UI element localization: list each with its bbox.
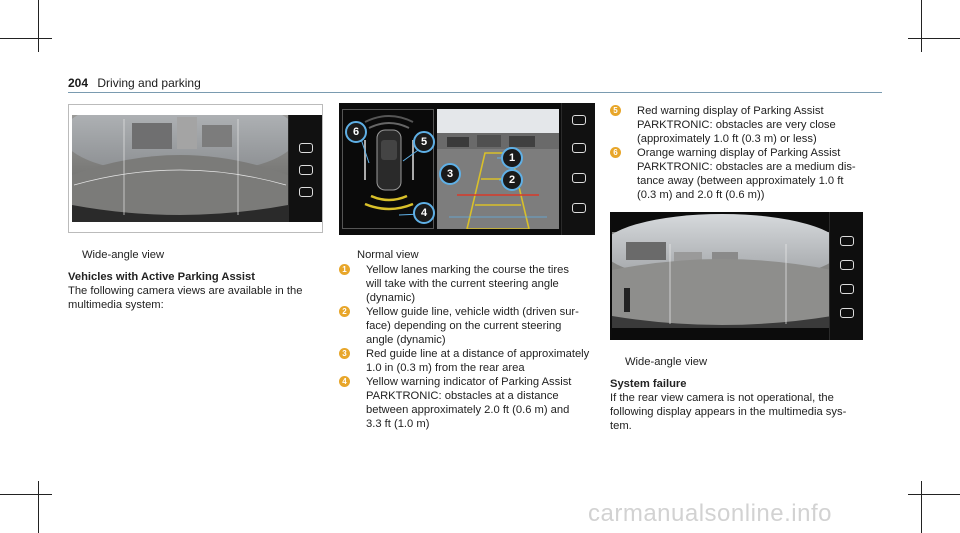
crop-mark xyxy=(921,481,922,533)
list-item xyxy=(339,347,609,375)
list-item xyxy=(339,305,609,347)
item-line: 1.0 in (0.3 m) from the rear area xyxy=(366,362,525,374)
camera-image xyxy=(72,115,322,222)
car-top-icon xyxy=(840,260,854,270)
callout-overlay xyxy=(339,103,595,235)
right-body-line: following display appears in the multimedia sys- xyxy=(610,406,847,418)
normal-view-screen xyxy=(339,103,595,235)
callout-1: 1 xyxy=(501,147,523,169)
right-legend-list xyxy=(610,104,880,202)
list-item xyxy=(610,146,880,202)
callout-6: 6 xyxy=(345,121,367,143)
crop-mark xyxy=(38,481,39,533)
list-item xyxy=(610,104,880,146)
crop-mark xyxy=(908,494,960,495)
right-body-line: If the rear view camera is not operational, the xyxy=(610,392,834,404)
left-body-line: multimedia system: xyxy=(68,299,164,311)
item-line: Orange warning display of Parking Assist xyxy=(637,147,841,159)
page-number: 204 xyxy=(68,76,89,90)
right-image-caption: Wide-angle view xyxy=(625,356,708,368)
wide-angle-view-screen-2 xyxy=(610,212,863,340)
list-item xyxy=(339,263,609,305)
item-line: PARKTRONIC: obstacles are a medium dis- xyxy=(637,161,856,173)
footer-watermark: carmanualsonline.info xyxy=(588,500,832,527)
wide-angle-camera-view xyxy=(72,115,322,222)
item-line: angle (dynamic) xyxy=(366,334,446,346)
item-number-badge: 1 xyxy=(339,264,350,275)
item-line: Red warning display of Parking Assist xyxy=(637,105,824,117)
item-line: Yellow guide line, vehicle width (driven sur- xyxy=(366,306,579,318)
page-header xyxy=(68,76,201,90)
crop-mark xyxy=(38,0,39,52)
item-line: (dynamic) xyxy=(366,292,416,304)
item-number-badge: 3 xyxy=(339,348,350,359)
item-line: Yellow warning indicator of Parking Assist xyxy=(366,376,572,388)
item-line: 3.3 ft (1.0 m) xyxy=(366,418,430,430)
car-rear-icon xyxy=(299,187,313,197)
item-number-badge: 6 xyxy=(610,147,621,158)
item-number-badge: 5 xyxy=(610,105,621,116)
car-top-icon xyxy=(299,165,313,175)
left-image-caption: Wide-angle view xyxy=(82,249,165,261)
middle-legend-list xyxy=(339,263,609,431)
crop-mark xyxy=(921,0,922,52)
car-rear-icon xyxy=(840,284,854,294)
header-rule xyxy=(68,92,882,93)
wide-angle-frame xyxy=(68,104,323,233)
crop-mark xyxy=(0,38,52,39)
item-number-badge: 4 xyxy=(339,376,350,387)
item-number-badge: 2 xyxy=(339,306,350,317)
item-line: face) depending on the current steering xyxy=(366,320,562,332)
item-line: Yellow lanes marking the course the tires xyxy=(366,264,569,276)
camera-image xyxy=(612,212,832,340)
left-body-line: The following camera views are available in the xyxy=(68,285,303,297)
crop-mark xyxy=(0,494,52,495)
callout-5: 5 xyxy=(413,131,435,153)
item-line: tance away (between approximately 1.0 ft xyxy=(637,175,844,187)
camera-mode-icon xyxy=(840,236,854,246)
camera-mode-icon xyxy=(299,143,313,153)
item-line: (approximately 1.0 ft (0.3 m) or less) xyxy=(637,133,817,145)
section-title: Driving and parking xyxy=(97,76,201,90)
callout-2: 2 xyxy=(501,169,523,191)
left-heading: Vehicles with Active Parking Assist xyxy=(68,271,255,283)
camera-sidebar xyxy=(829,212,863,340)
crop-mark xyxy=(908,38,960,39)
right-body-line: tem. xyxy=(610,420,632,432)
item-line: PARKTRONIC: obstacles are very close xyxy=(637,119,836,131)
item-line: between approximately 2.0 ft (0.6 m) and xyxy=(366,404,570,416)
item-line: (0.3 m) and 2.0 ft (0.6 m)) xyxy=(637,189,765,201)
car-front-icon xyxy=(840,308,854,318)
right-heading: System failure xyxy=(610,378,687,390)
callout-3: 3 xyxy=(439,163,461,185)
item-line: PARKTRONIC: obstacles at a distance xyxy=(366,390,559,402)
middle-image-caption: Normal view xyxy=(357,249,419,261)
camera-sidebar xyxy=(288,115,322,222)
callout-4: 4 xyxy=(413,202,435,224)
list-item xyxy=(339,375,609,431)
item-line: will take with the current steering angle xyxy=(366,278,559,290)
item-line: Red guide line at a distance of approximately xyxy=(366,348,590,360)
